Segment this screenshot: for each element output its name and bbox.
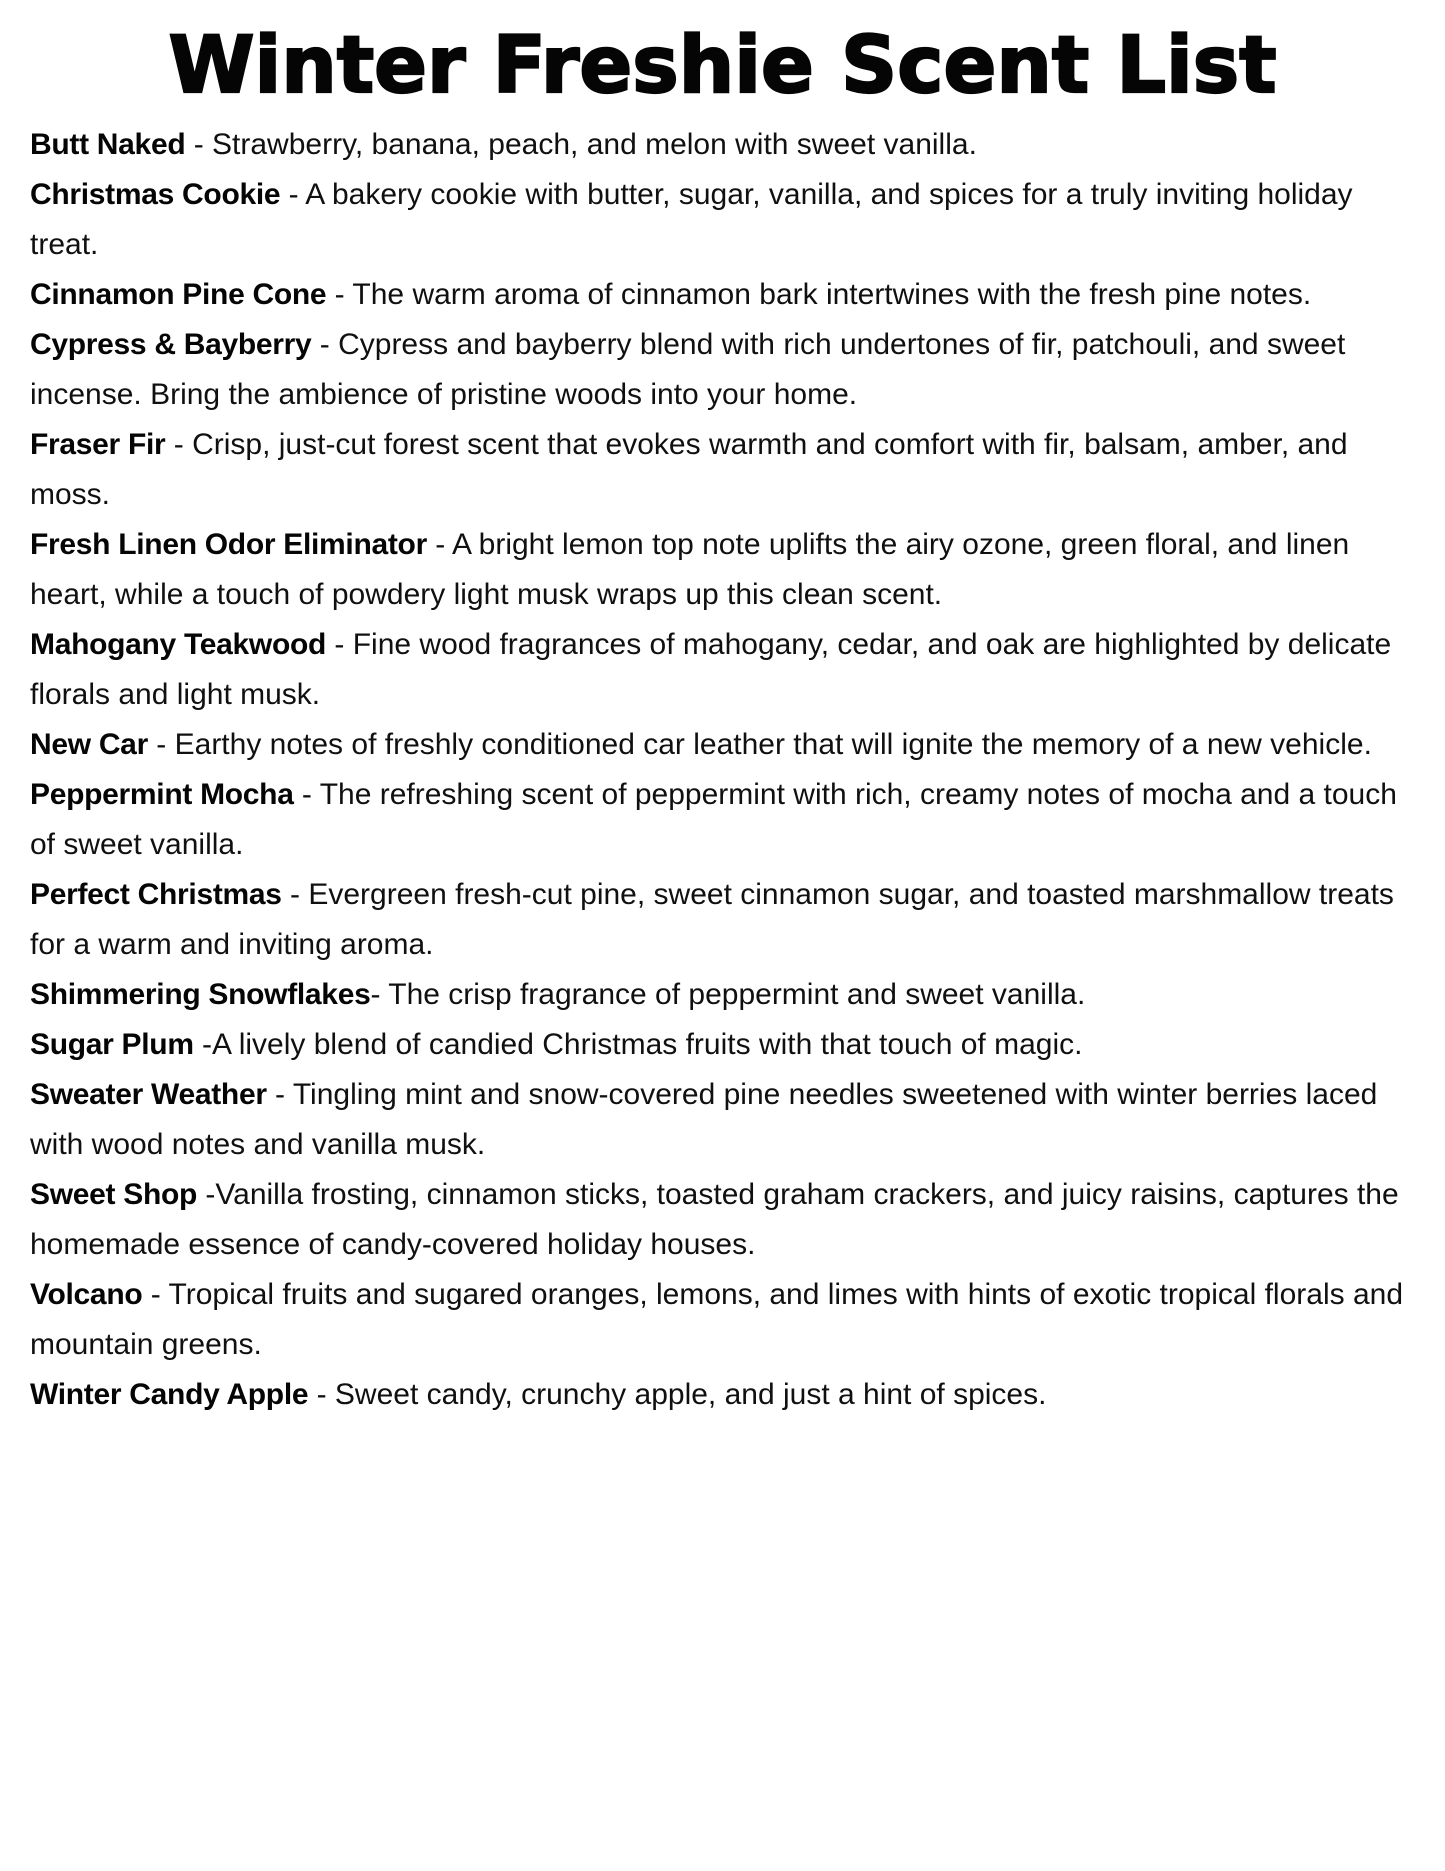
scent-separator: - <box>185 127 213 161</box>
scent-item <box>30 120 1415 170</box>
scent-description: Fine wood fragrances of mahogany, cedar, and oak are highlighted by delicate florals and light musk. <box>30 627 1392 711</box>
scent-item <box>30 720 1415 770</box>
scent-separator: - <box>142 1277 169 1311</box>
scent-description: Tingling mint and snow-covered pine needles sweetened with winter berries laced with wood notes and vanilla musk. <box>30 1077 1378 1161</box>
scent-name: Volcano <box>30 1277 143 1311</box>
scent-separator: - <box>426 527 452 561</box>
scent-separator: - <box>370 977 389 1011</box>
scent-separator: - <box>266 1077 293 1111</box>
scent-item <box>30 1370 1415 1420</box>
scent-list <box>30 120 1415 1420</box>
scent-item <box>30 770 1415 870</box>
scent-name: Cypress & Bayberry <box>30 327 312 361</box>
scent-item <box>30 1020 1415 1070</box>
scent-name: Sugar Plum <box>30 1027 194 1061</box>
scent-separator: - <box>308 1377 335 1411</box>
scent-description: A lively blend of candied Christmas fruits with that touch of magic. <box>212 1027 1083 1061</box>
page-title: Winter Freshie Scent List <box>168 21 1277 111</box>
scent-separator: - <box>326 627 353 661</box>
scent-description: Sweet candy, crunchy apple, and just a hint of spices. <box>334 1377 1047 1411</box>
scent-name: Mahogany Teakwood <box>30 627 327 661</box>
scent-name: Sweater Weather <box>30 1077 267 1111</box>
scent-item <box>30 520 1415 620</box>
scent-name: Cinnamon Pine Cone <box>30 277 327 311</box>
scent-name: Christmas Cookie <box>30 177 281 211</box>
scent-name: Shimmering Snowflakes <box>30 977 371 1011</box>
scent-name: Peppermint Mocha <box>30 777 294 811</box>
scent-description: Earthy notes of freshly conditioned car leather that will ignite the memory of a new vehicle. <box>174 727 1372 761</box>
scent-description: The refreshing scent of peppermint with rich, creamy notes of mocha and a touch of sweet vanilla. <box>30 777 1397 861</box>
scent-separator: - <box>197 1177 216 1211</box>
scent-item <box>30 1270 1415 1370</box>
scent-item <box>30 620 1415 720</box>
scent-name: Fresh Linen Odor Eliminator <box>30 527 427 561</box>
scent-description: Evergreen fresh-cut pine, sweet cinnamon sugar, and toasted marshmallow treats for a warm and inviting aroma. <box>30 877 1394 961</box>
scent-name: Sweet Shop <box>30 1177 198 1211</box>
scent-item <box>30 320 1415 420</box>
scent-name: Butt Naked <box>30 127 186 161</box>
scent-item <box>30 420 1415 520</box>
scent-separator: - <box>293 777 320 811</box>
scent-description: Crisp, just-cut forest scent that evokes warmth and comfort with fir, balsam, amber, and moss. <box>30 427 1348 511</box>
scent-name: Winter Candy Apple <box>30 1377 309 1411</box>
scent-item <box>30 870 1415 970</box>
scent-separator: - <box>326 277 353 311</box>
scent-item <box>30 170 1415 270</box>
scent-name: Fraser Fir <box>30 427 166 461</box>
scent-description: The crisp fragrance of peppermint and sweet vanilla. <box>388 977 1086 1011</box>
scent-description: A bright lemon top note uplifts the airy ozone, green floral, and linen heart, while a touch of powdery light musk wraps up this clean scent. <box>30 527 1350 611</box>
scent-separator: - <box>193 1027 213 1061</box>
scent-description: Vanilla frosting, cinnamon sticks, toasted graham crackers, and juicy raisins, captures the homemade essence of candy-covered holiday houses. <box>30 1177 1399 1261</box>
scent-description: Tropical fruits and sugared oranges, lemons, and limes with hints of exotic tropical florals and mountain greens. <box>30 1277 1403 1361</box>
scent-separator: - <box>280 177 306 211</box>
scent-description: The warm aroma of cinnamon bark intertwines with the fresh pine notes. <box>352 277 1312 311</box>
scent-name: New Car <box>30 727 148 761</box>
scent-item <box>30 270 1415 320</box>
scent-item <box>30 970 1415 1020</box>
scent-separator: - <box>281 877 309 911</box>
scent-separator: - <box>165 427 193 461</box>
scent-separator: - <box>311 327 339 361</box>
scent-description: Strawberry, banana, peach, and melon with sweet vanilla. <box>212 127 977 161</box>
scent-description: Cypress and bayberry blend with rich undertones of fir, patchouli, and sweet incense. Bring the ambience of pristine woods into your home. <box>30 327 1346 411</box>
scent-description: A bakery cookie with butter, sugar, vanilla, and spices for a truly inviting holiday treat. <box>30 177 1353 261</box>
scent-separator: - <box>147 727 175 761</box>
scent-item <box>30 1070 1415 1170</box>
scent-item <box>30 1170 1415 1270</box>
scent-name: Perfect Christmas <box>30 877 282 911</box>
